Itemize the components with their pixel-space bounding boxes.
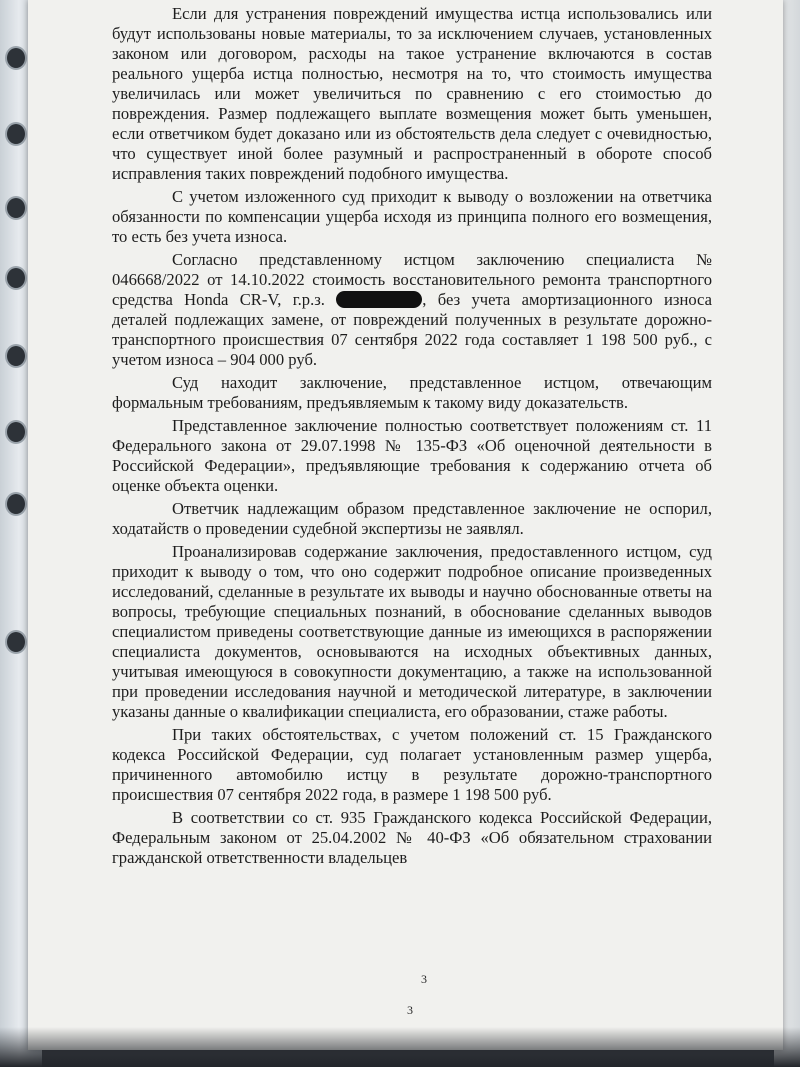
paragraph-specialist (112, 250, 712, 370)
paragraph: При таких обстоятельствах, с учетом положений ст. 15 Гражданского кодекса Российской Федерации, суд полагает установленным размер ущерба, причиненного автомобилю истцу в результате дорожно-транспортного происшествия 07 сентября 2022 года, в размере 1 198 500 руб. (112, 725, 712, 804)
punch-hole (5, 492, 27, 516)
paragraph: Проанализировав содержание заключения, предоставленного истцом, суд приходит к выводу о том, что оно содержит подробное описание произведенных исследований, сделанные в результате их выводы и научно обоснованные ответы на вопросы, требующие специальных познаний, в обоснование сделанных выводов специалистом приведены соответствующие данные из имеющихся в распоряжении специалиста документов, основываются на исходных объективных данных, учитывая имеющуюся в совокупности документацию, а также на использованной при проведении исследования научной и методической литературе, в заключении указаны данные о квалификации специалиста, его образовании, стаже работы. (112, 542, 712, 721)
document-body (112, 4, 712, 871)
punch-hole (5, 344, 27, 368)
punch-hole (5, 630, 27, 654)
paragraph: С учетом изложенного суд приходит к выводу о возложении на ответчика обязанности по компенсации ущерба исходя из принципа полного его возмещения, то есть без учета износа. (112, 187, 712, 246)
punch-hole (5, 266, 27, 290)
punch-hole (5, 122, 27, 146)
paragraph-specialist-after: , без учета амортизационного износа деталей подлежащих замене, от повреждений полученных в результате дорожно-транспортного происшествия 07 сентября 2022 года составляет 1 198 500 руб., с учетом износа – 904 000 руб. (112, 290, 712, 369)
punch-hole (5, 46, 27, 70)
paragraph: Представленное заключение полностью соответствует положениям ст. 11 Федерального закона от 29.07.1998 № 135-ФЗ «Об оценочной деятельности в Российской Федерации», предъявляющие требования к содержанию отчета об оценке объекта оценки. (112, 416, 712, 495)
page-number-bleed: 3 (407, 1003, 413, 1017)
paragraph: Суд находит заключение, представленное истцом, отвечающим формальным требованиям, предъявляемым к такому виду доказательств. (112, 373, 712, 412)
paragraph-specialist-before: Согласно представленному истцом заключению специалиста № 046668/2022 от 14.10.2022 стоимость восстановительного ремонта транспортного средства Honda CR-V, г.р.з. (112, 250, 712, 309)
punch-hole (5, 196, 27, 220)
paragraph: В соответствии со ст. 935 Гражданского кодекса Российской Федерации, Федеральным законом от 25.04.2002 № 40-ФЗ «Об обязательном страховании гражданской ответственности владельцев (112, 808, 712, 867)
paragraph: Если для устранения повреждений имущества истца использовались или будут использованы новые материалы, то за исключением случаев, установленных законом или договором, расходы на такое устранение включаются в состав реального ущерба истца полностью, несмотря на то, что стоимость имущества увеличилась или может увеличиться по сравнению с его стоимостью до повреждения. Размер подлежащего выплате возмещения может быть уменьшен, если ответчиком будет доказано или из обстоятельств дела следует с очевидностью, что существует иной более разумный и распространенный в обороте способ исправления таких повреждений подобного имущества. (112, 4, 712, 183)
paragraph: Ответчик надлежащим образом представленное заключение не оспорил, ходатайств о проведении судебной экспертизы не заявлял. (112, 499, 712, 538)
page-number: 3 (421, 972, 427, 986)
redaction-mark (336, 291, 422, 308)
table-shadow (0, 1027, 800, 1067)
punch-hole (5, 420, 27, 444)
